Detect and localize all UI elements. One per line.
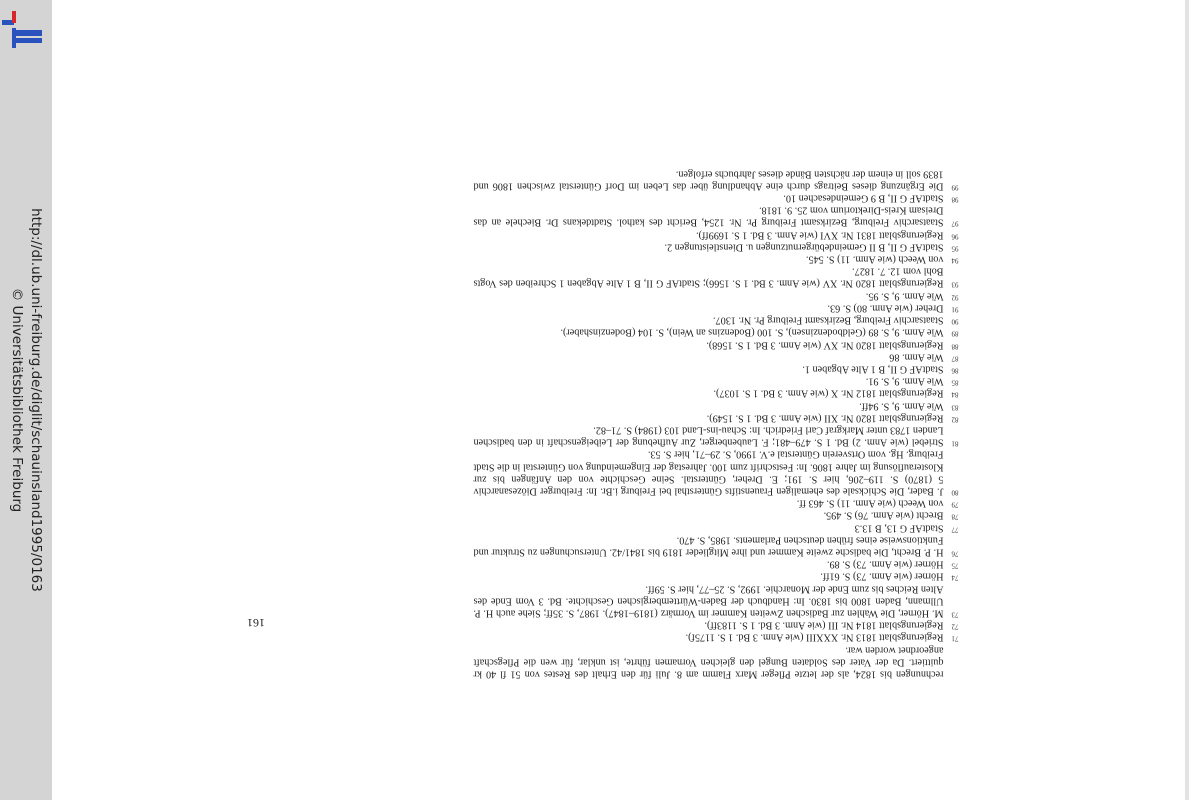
footnote-item	[474, 423, 959, 447]
footnote-item	[474, 533, 959, 557]
footnote-number: 99	[951, 183, 959, 192]
footnote-item	[474, 338, 959, 350]
footnote-item	[474, 350, 959, 362]
footnote-item	[474, 204, 959, 228]
footnote-number: 90	[951, 317, 959, 326]
footnote-item	[474, 374, 959, 386]
footnote-item	[474, 228, 959, 240]
footnote-item	[474, 399, 959, 411]
footnote-text: Regierungsblatt 1812 Nr. X (wie Anm. 3 Bd. 1 S. 1037).	[713, 387, 944, 399]
footnote-text: Regierungsblatt 1820 Nr. XII (wie Anm. 3 Bd. 1 S. 1549).	[706, 412, 944, 424]
footnote-text: StadtAF G 13, B 13.3	[854, 522, 944, 534]
footnote-text: von Weech (wie Anm. 11) S. 463 ff.	[796, 497, 944, 509]
footnote-text: StadtAF G II, B 1 Alte Abgaben 1.	[802, 363, 944, 375]
footnote-text: Wie Anm. 9, S. 89 (Geldbodenzinsen), S. 100 (Bodenzins an Wein), S. 104 (Bodenzinshaber).	[560, 326, 944, 338]
footnote-number: 71	[951, 634, 959, 643]
footnote-text: von Weech (wie Anm. 11) S. 545.	[805, 253, 944, 265]
footnote-number: 83	[951, 403, 959, 412]
footnote-text: Dreher (wie Anm. 80) S. 63.	[827, 302, 944, 314]
footnote-item	[474, 362, 959, 374]
footnote-text: Die Ergänzung dieses Beitrags durch eine Abhandlung über das Leben im Dorf Günterstal zwischen 1806 und 1839 soll in einem der nächsten Bände dieses Jahrbuchs erfolgen.	[473, 168, 944, 192]
footnote-number: 74	[951, 573, 959, 582]
footnote-number: 98	[951, 195, 959, 204]
footnote-number: 96	[951, 232, 959, 241]
footnote-item	[474, 411, 959, 423]
footnote-number: 97	[951, 219, 959, 228]
footnote-text: rechnungen bis 1824, als der letzte Pfleger Marx Flamm am 8. Juli für den Erhalt des Restes von 51 fl 40 kr quittiert. Da der Vater des Soldaten Bungel den gleichen Vornamen führte, ist unklar, für wen die Pflegschaft angeordnet worden war.	[473, 644, 944, 680]
footnote-item	[474, 191, 959, 203]
footnote-number: 72	[951, 622, 959, 631]
footnote-number: 76	[951, 549, 959, 558]
page-number: 161	[247, 616, 265, 630]
footnote-item	[474, 557, 959, 569]
footnote-text: StadtAF G II, B II Gemeindebürgernutzungen u. Dienstleistungen 2.	[664, 241, 944, 253]
footnote-text: Wie Anm. 9, S. 95.	[865, 290, 944, 302]
footnote-number: 82	[951, 415, 959, 424]
footnote-item	[474, 643, 959, 680]
footnote-text: Regierungsblatt 1820 Nr. XV (wie Anm. 3 Bd. 1 S. 1566); StadtAF G II, B 1 Alte Abgaben 1 Schreiben des Vogts Bohl vom 12. 7. 1827.	[473, 265, 944, 289]
footnote-item	[474, 387, 959, 399]
footnote-text: Brecht (wie Anm. 76) S. 495.	[823, 509, 944, 521]
footnote-text: Wie Anm. 9, S. 91.	[865, 375, 944, 387]
footnote-number: 89	[951, 329, 959, 338]
footnote-number: 84	[951, 390, 959, 399]
footnote-number: 73	[951, 610, 959, 619]
footnote-text: Wie Anm. 86	[889, 351, 944, 363]
footnote-text: Staatsarchiv Freiburg, Bezirksamt Freiburg Pr. Nr. 1307.	[712, 314, 944, 326]
footnote-item	[474, 496, 959, 508]
footnote-text: Hörner (wie Anm. 73) S. 61ff.	[820, 570, 944, 582]
footnote-number: 93	[951, 281, 959, 289]
footnote-list	[474, 167, 959, 680]
footnote-text: Regierungsblatt 1831 Nr. XVI (wie Anm. 3 Bd. 1 S. 1699ff).	[696, 229, 944, 241]
footnote-number: 85	[951, 378, 959, 387]
footnote-number: 81	[951, 439, 959, 448]
footnote-text: Regierungsblatt 1813 Nr. XXXIII (wie Anm. 3 Bd. 1 S. 1175f).	[685, 631, 944, 643]
footnote-text: Regierungsblatt 1820 Nr. XV (wie Anm. 3 Bd. 1 S. 1568).	[706, 339, 944, 351]
footnote-item	[474, 252, 959, 264]
footnote-text: StadtAF G II, B 9 Gemeindesachen 10.	[783, 192, 944, 204]
footnote-text: Hörner (wie Anm. 73) S. 89.	[826, 558, 944, 570]
footnote-number: 86	[951, 366, 959, 375]
footnote-item	[474, 618, 959, 630]
footnote-number: 78	[951, 512, 959, 521]
footnote-number: 91	[951, 305, 959, 314]
footnote-item	[474, 167, 959, 191]
sidebar-url[interactable]: http://dl.ub.uni-freiburg.de/diglit/schauinsland1995/0163	[28, 208, 44, 592]
footnote-item	[474, 240, 959, 252]
footnote-number: 94	[951, 256, 959, 265]
footnote-number: 95	[951, 244, 959, 253]
footnote-text: M. Hörner, Die Wahlen zur Badischen Zweiten Kammer im Vormärz (1819–1847). 1987, S. 35ff; Siehe auch H. P. Ullmann, Baden 1800 bis 1830. In: Handbuch der Baden-Württembergischen Geschichte. Bd. 3 Vom Ende des Alten Reiches bis zum Ende der Monarchie. 1992, S. 25–77, hier S. 59ff.	[473, 583, 944, 619]
footnote-number: 88	[951, 342, 959, 351]
footnote-number: 77	[951, 525, 959, 534]
footnote-text: Staatsarchiv Freiburg, Bezirksamt Freiburg Pr. Nr. 1254, Bericht des kathol. Stadtdekans Dr. Biechele an das Dreisam Kreis-Direktorium vom 25. 9. 1818.	[473, 204, 944, 228]
footnote-block	[474, 115, 959, 680]
footnote-number: 79	[951, 500, 959, 509]
footnote-item	[474, 448, 959, 497]
footnote-text: Regierungsblatt 1814 Nr. III (wie Anm. 3 Bd. 1 S. 1183ff).	[704, 619, 944, 631]
footnote-number: 87	[951, 354, 959, 363]
sidebar-copyright: © Universitätsbibliothek Freiburg	[9, 287, 25, 513]
footnote-item	[474, 326, 959, 338]
footnote-item	[474, 582, 959, 619]
footnote-item	[474, 509, 959, 521]
footnote-number: 75	[951, 561, 959, 570]
footnote-item	[474, 631, 959, 643]
footnote-item	[474, 289, 959, 301]
footnote-text: H. P. Brecht, Die badische zweite Kammer und ihre Mitglieder 1819 bis 1841/42. Untersuchungen zu Struktur und Funktionsweise eines frühen deutschen Parlaments. 1985, S. 470.	[473, 534, 944, 558]
footnote-item	[474, 521, 959, 533]
footnote-item	[474, 265, 959, 289]
footnote-number: 92	[951, 293, 959, 302]
footnote-number: 80	[951, 488, 959, 497]
footnote-text: Wie Anm. 9, S. 94ff.	[859, 400, 944, 412]
footnote-item	[474, 301, 959, 313]
footnote-item	[474, 570, 959, 582]
footnote-text: J. Bader, Die Schicksale des ehemaligen Frauenstifts Güntersthal bei Freiburg i.Br. In: Freiburger Diözesanarchiv 5 (1870) S. 119–206, hier S. 191; E. Dreher, Günterstal. Seine Geschichte von den Anfängen bis zur Klosterauflösung im Jahre 1806. In: Festschrift zum 100. Jahrestag der Eingemeindung von Günterstal in die Stadt Freiburg. Hg. vom Ortsverein Günterstal e.V. 1990, S. 29–71, hier S. 53.	[473, 448, 944, 497]
footnote-text: Striebel (wie Anm. 2) Bd. 1 S. 479–481; F. Laubenberger, Zur Aufhebung der Leibeigenschaft in den badischen Landen 1783 unter Markgraf Carl Friedrich. In: Schau-ins-Land 103 (1984) S. 71–82.	[473, 424, 944, 448]
footnote-item	[474, 313, 959, 325]
